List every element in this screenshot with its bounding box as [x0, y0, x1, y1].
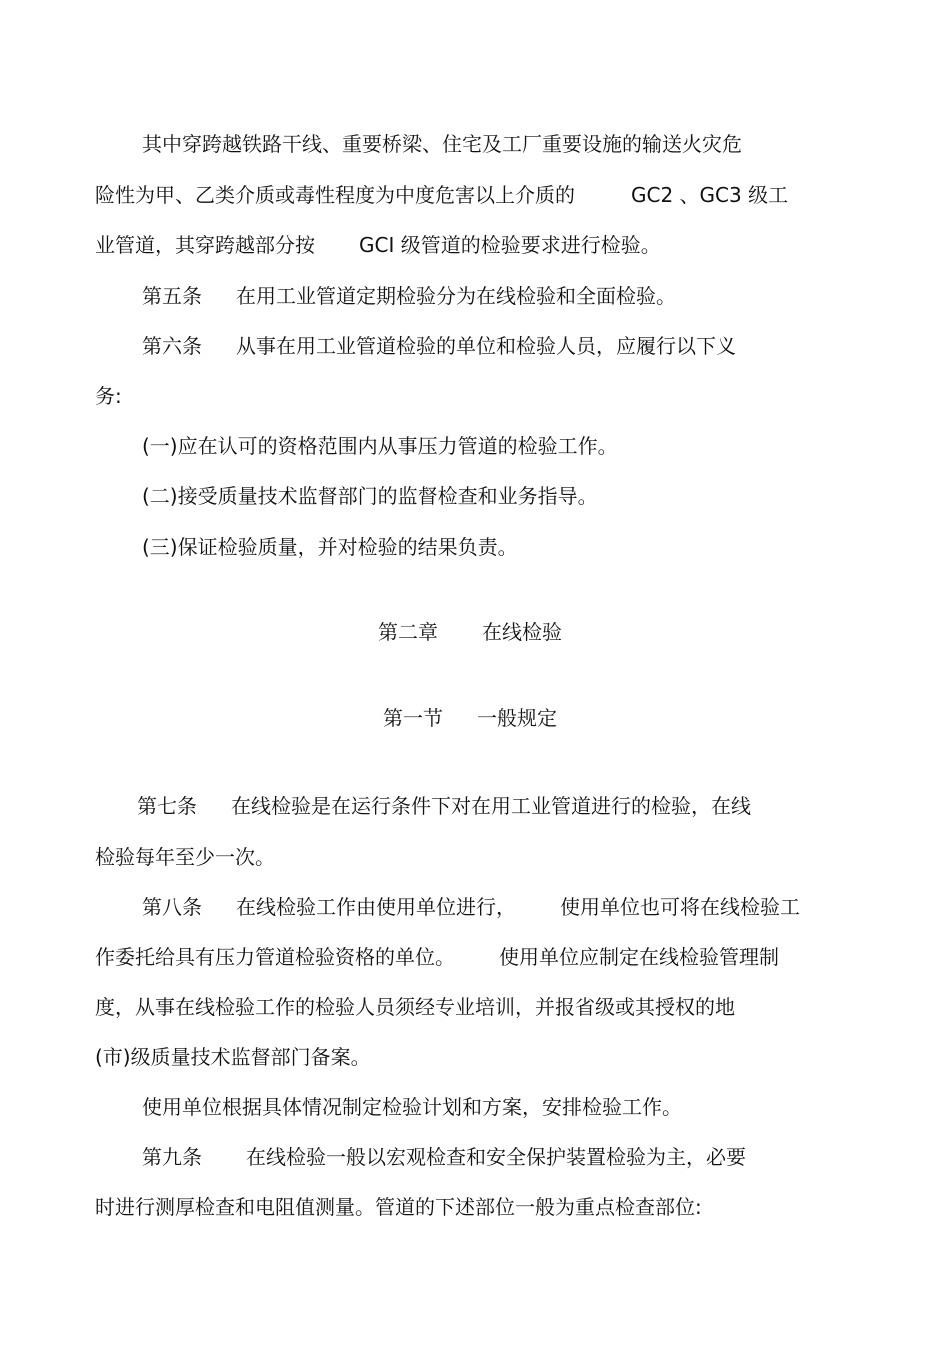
article-6-item-2: (二)接受质量技术监督部门的监督检查和业务指导。	[142, 484, 598, 508]
article-9-number: 第九条	[142, 1145, 202, 1169]
article-6-item-1: (一)应在认可的资格范围内从事压力管道的检验工作。	[142, 434, 618, 458]
article-6-line-1	[142, 336, 736, 356]
section-heading	[0, 708, 940, 728]
chapter-title: 在线检验	[482, 620, 562, 644]
article-5	[142, 286, 676, 306]
intro-line-3-text: 业管道，其穿跨越部分按	[95, 233, 315, 257]
article-6-line-2: 务:	[95, 384, 122, 408]
article-9-line-1	[142, 1147, 746, 1167]
intro-line-2	[95, 185, 788, 205]
intro-line-1: 其中穿跨越铁路干线、重要桥梁、住宅及工厂重要设施的输送火灾危	[142, 132, 742, 156]
article-8-line-1	[142, 897, 800, 917]
article-5-number: 第五条	[142, 284, 202, 308]
chapter-heading	[0, 622, 940, 642]
article-8-line-5: 使用单位根据具体情况制定检验计划和方案，安排检验工作。	[142, 1095, 682, 1119]
intro-line-2-code: GC2 、GC3 级工	[631, 183, 789, 207]
chapter-number: 第二章	[378, 620, 438, 644]
article-6-number: 第六条	[142, 334, 202, 358]
article-8-number: 第八条	[142, 895, 202, 919]
article-5-text: 在用工业管道定期检验分为在线检验和全面检验。	[236, 284, 676, 308]
article-6-text: 从事在用工业管道检验的单位和检验人员，应履行以下义	[236, 334, 736, 358]
article-9-text: 在线检验一般以宏观检查和安全保护装置检验为主，必要	[246, 1145, 746, 1169]
article-8-line-2	[95, 947, 779, 967]
article-8-text-b: 使用单位也可将在线检验工	[560, 895, 800, 919]
article-8-line-2b: 使用单位应制定在线检验管理制	[499, 945, 779, 969]
intro-line-3	[95, 235, 661, 255]
article-9-line-2: 时进行测厚检查和电阻值测量。管道的下述部位一般为重点检查部位:	[95, 1195, 702, 1219]
article-8-text-a: 在线检验工作由使用单位进行，	[236, 895, 516, 919]
article-7-line-1	[137, 796, 751, 816]
article-8-line-3: 度，从事在线检验工作的检验人员须经专业培训，并报省级或其授权的地	[95, 995, 735, 1019]
article-7-line-2: 检验每年至少一次。	[95, 845, 275, 869]
section-number: 第一节	[383, 706, 443, 730]
article-7-number: 第七条	[137, 794, 197, 818]
intro-line-2-text: 险性为甲、乙类介质或毒性程度为中度危害以上介质的	[95, 183, 575, 207]
article-7-text: 在线检验是在运行条件下对在用工业管道进行的检验，在线	[231, 794, 751, 818]
article-8-line-4: (市)级质量技术监督部门备案。	[95, 1045, 371, 1069]
article-6-item-3: (三)保证检验质量，并对检验的结果负责。	[142, 535, 518, 559]
article-8-line-2a: 作委托给具有压力管道检验资格的单位。	[95, 945, 455, 969]
section-title: 一般规定	[477, 706, 557, 730]
intro-line-3-code: GCI 级管道的检验要求进行检验。	[359, 233, 661, 257]
